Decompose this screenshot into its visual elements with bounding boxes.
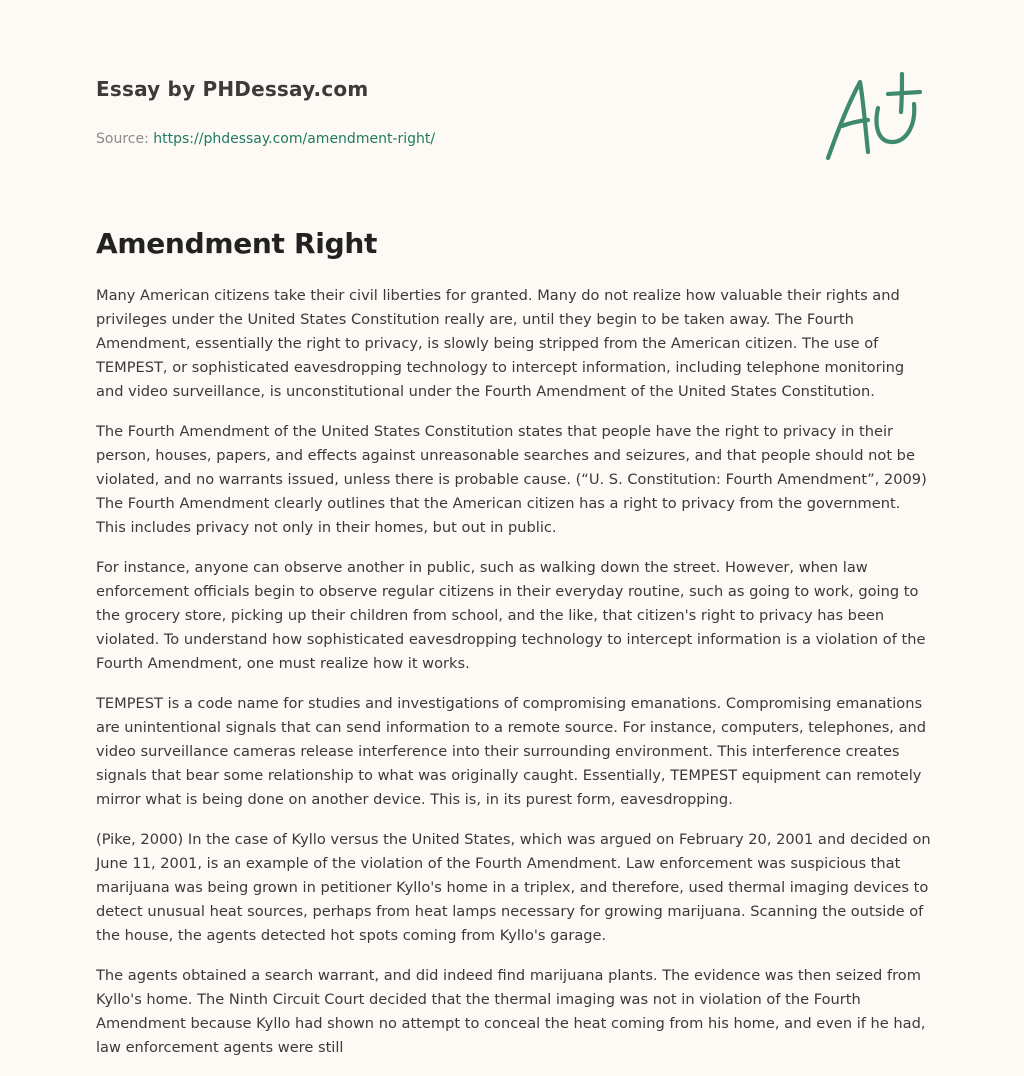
essay-title: Amendment Right (96, 227, 378, 260)
essay-paragraph: TEMPEST is a code name for studies and investigations of compromising emanations. Compromising emanations are unintentional signals that can send information to a remote source. For instance, computers, telephones, and video surveillance cameras release interference into their surrounding environment. This interference creates signals that bear some relationship to what was originally caught. Essentially, TEMPEST equipment can remotely mirror what is being done on another device. This is, in its purest form, eavesdropping. (96, 695, 927, 808)
source-line (96, 130, 796, 148)
essay-paragraph: Many American citizens take their civil liberties for granted. Many do not realize how valuable their rights and privileges under the United States Constitution really are, until they begin to be taken away. The Fourth Amendment, essentially the right to privacy, is slowly being stripped from the American citizen. The use of TEMPEST, or sophisticated eavesdropping technology to intercept information, including telephone monitoring and video surveillance, is unconstitutional under the Fourth Amendment of the United States Constitution. (96, 287, 905, 400)
essay-paragraph: (Pike, 2000) In the case of Kyllo versus the United States, which was argued on February 20, 2001 and decided on June 11, 2001, is an example of the violation of the Fourth Amendment. Law enforcement was suspicious that marijuana was being grown in petitioner Kyllo's home in a triplex, and therefore, used thermal imaging devices to detect unusual heat sources, perhaps from heat lamps necessary for growing marijuana. Scanning the outside of the house, the agents detected hot spots coming from Kyllo's garage. (96, 831, 931, 944)
essay-paragraph: The Fourth Amendment of the United States Constitution states that people have the right to privacy in their person, houses, papers, and effects against unreasonable searches and seizures, and that people should not be violated, and no warrants issued, unless there is probable cause. (“U. S. Constitution: Fourth Amendment”, 2009) The Fourth Amendment clearly outlines that the American citizen has a right to privacy from the government. This includes privacy not only in their homes, but out in public. (96, 423, 927, 536)
essay-paragraph: The agents obtained a search warrant, and did indeed find marijuana plants. The evidence was then seized from Kyllo's home. The Ninth Circuit Court decided that the thermal imaging was not in violation of the Fourth Amendment because Kyllo had shown no attempt to conceal the heat coming from his home, and even if he had, law enforcement agents were still (96, 967, 926, 1056)
source-label: Source: (96, 131, 154, 147)
essay-paragraph: For instance, anyone can observe another in public, such as walking down the street. However, when law enforcement officials begin to observe regular citizens in their everyday routine, such as going to work, going to the grocery store, picking up their children from school, and the like, that citizen's right to privacy has been violated. To understand how sophisticated eavesdropping technology to intercept information is a violation of the Fourth Amendment, one must realize how it works. (96, 559, 926, 672)
page-header (96, 74, 796, 148)
essay-body (96, 284, 932, 1076)
source-link[interactable]: https://phdessay.com/amendment-right/ (153, 131, 436, 147)
site-brand: Essay by PHDessay.com (96, 77, 369, 101)
a-plus-grade-logo-icon (822, 68, 928, 164)
